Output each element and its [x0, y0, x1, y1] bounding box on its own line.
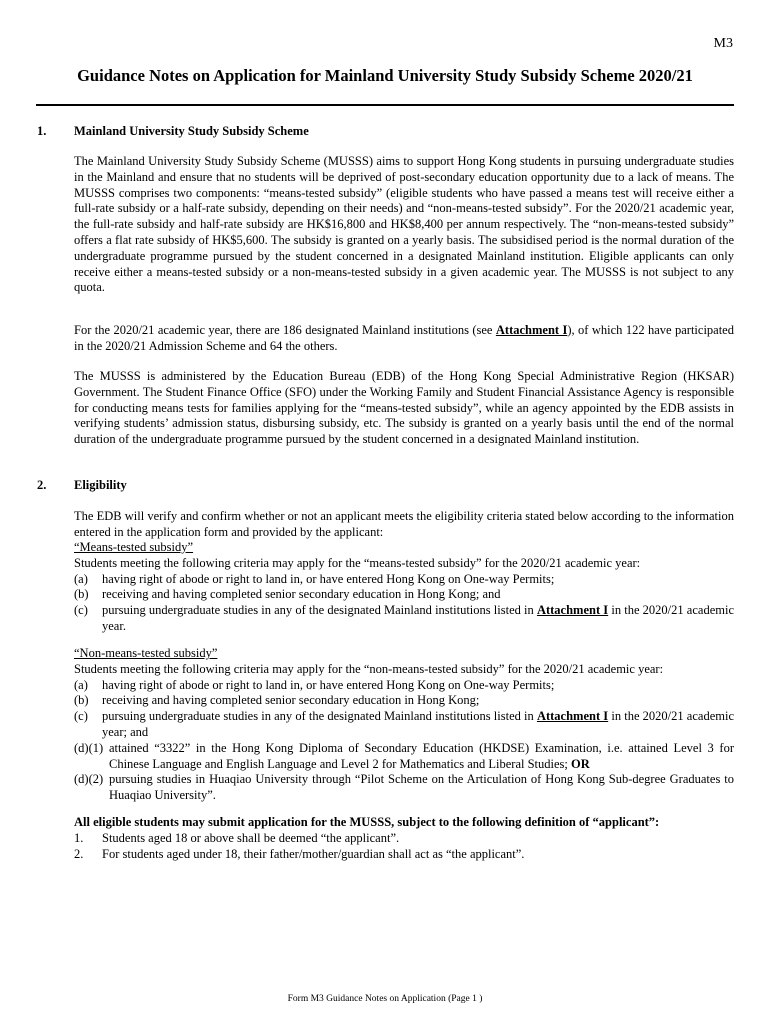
section-1-number: 1. — [37, 124, 47, 138]
title-divider — [36, 104, 734, 106]
attachment-i-link[interactable]: Attachment I — [495, 323, 568, 337]
item-text: pursuing studies in Huaqiao University through “Pilot Scheme on the Articulation of Hong Kong Sub-degree Graduates to Huaqiao University”. — [109, 772, 734, 803]
means-tested-block — [74, 540, 734, 635]
item-text — [102, 709, 734, 741]
list-item — [74, 572, 734, 588]
list-item — [74, 709, 734, 741]
item-label: 1. — [74, 830, 84, 845]
section-2-heading: Eligibility — [74, 478, 127, 492]
attachment-i-link[interactable]: Attachment I — [536, 709, 609, 724]
non-means-tested-lead: Students meeting the following criteria may apply for the “non-means-tested subsidy” for the 2020/21 academic year: — [74, 661, 664, 676]
page-footer: Form M3 Guidance Notes on Application (Page 1 ) — [287, 994, 483, 1004]
eligibility-intro: The EDB will verify and confirm whether or not an applicant meets the eligibility criteria stated below according to the information entered in the application form and provided by the applicant: — [74, 509, 734, 539]
section-1-paragraph-3: The MUSSS is administered by the Education Bureau (EDB) of the Hong Kong Special Administrative Region (HKSAR) Government. The Student Finance Office (SFO) under the Working Family and Student Financial Assistance Agency is responsible for conducting means tests for families applying for the “means-tested subsidy”, while an agency appointed by the EDB assists in verifying students’ admission status, disbursing subsidy, etc. The subsidy is granted on a yearly basis until the end of the normal duration of the undergraduate programme pursued by the student concerned in a designated Mainland institution. — [74, 369, 734, 447]
non-means-tested-block — [74, 646, 734, 804]
item-label: (c) — [74, 709, 88, 724]
item-text: receiving and having completed senior secondary education in Hong Kong; and — [102, 587, 501, 602]
item-label: (d)(2) — [74, 772, 104, 787]
item-text: Students aged 18 or above shall be deemed “the applicant”. — [102, 830, 400, 845]
item-text-before: pursuing undergraduate studies in any of the designated Mainland institutions listed in — [102, 709, 537, 724]
item-label: (b) — [74, 587, 89, 602]
section-1-paragraph-2 — [74, 323, 734, 355]
item-label: (a) — [74, 677, 88, 692]
item-text — [109, 741, 734, 773]
or-keyword: OR — [571, 756, 590, 771]
item-label: (d)(1) — [74, 740, 104, 755]
item-text: having right of abode or right to land in, or have entered Hong Kong on One-way Permits; — [102, 571, 555, 586]
section-1-heading: Mainland University Study Subsidy Scheme — [74, 124, 309, 138]
means-tested-heading: “Means-tested subsidy” — [74, 540, 194, 554]
item-label: (a) — [74, 571, 88, 586]
list-item — [74, 831, 734, 847]
page-title: Guidance Notes on Application for Mainland University Study Subsidy Scheme 2020/21 — [77, 66, 693, 85]
section-1-paragraph-1: The Mainland University Study Subsidy Scheme (MUSSS) aims to support Hong Kong students in pursuing undergraduate studies in the Mainland and ensure that no students will be deprived of post-secondary education opportunity due to a lack of means. The MUSSS comprises two components: “means-tested subsidy” (eligible students who have passed a means test will receive either a full-rate subsidy or a half-rate subsidy, depending on their needs) and “non-means-tested subsidy”. For the 2020/21 academic year, the full-rate subsidy and half-rate subsidy are HK$16,800 and HK$8,400 per annum respectively. The “non-means-tested subsidy” offers a flat rate subsidy of HK$5,600. The subsidy is granted on a yearly basis. The subsidised period is the normal duration of the undergraduate programme pursued by the student concerned in a designated Mainland institution. Eligible applicants can only receive either a means-tested subsidy or a non-means-tested subsidy in a given academic year. The MUSSS is not subject to any quota. — [74, 154, 734, 295]
item-text: For students aged under 18, their father/mother/guardian shall act as “the applicant”. — [102, 846, 525, 861]
item-text: having right of abode or right to land in, or have entered Hong Kong on One-way Permits; — [102, 677, 555, 692]
item-text-after: in the 2020/21 academic year. — [102, 603, 734, 633]
para2-text-before: For the 2020/21 academic year, there are 186 designated Mainland institutions (see — [74, 323, 496, 337]
para2-text-after: ), of which 122 have participated in the 2020/21 Admission Scheme and 64 the others. — [74, 323, 734, 353]
list-item — [74, 741, 734, 773]
form-code: M3 — [713, 36, 733, 51]
item-label: 2. — [74, 846, 84, 861]
item-label: (c) — [74, 603, 88, 618]
applicant-heading: All eligible students may submit application for the MUSSS, subject to the following definition of “applicant”: — [74, 815, 660, 829]
list-item — [74, 693, 734, 709]
means-tested-lead: Students meeting the following criteria may apply for the “means-tested subsidy” for the 2020/21 academic year: — [74, 555, 641, 570]
list-item — [74, 772, 734, 804]
attachment-i-link[interactable]: Attachment I — [536, 603, 609, 618]
non-means-tested-heading: “Non-means-tested subsidy” — [74, 646, 218, 660]
applicant-definition-block — [74, 815, 734, 862]
list-item — [74, 587, 734, 603]
section-2-number: 2. — [37, 478, 47, 492]
item-text-before: pursuing undergraduate studies in any of the designated Mainland institutions listed in — [102, 603, 537, 618]
item-text-main: attained “3322” in the Hong Kong Diploma of Secondary Education (HKDSE) Examination, i.e. attained Level 3 for Chinese Language and English Language and Level 2 for Mathematics and Liberal Studies; — [109, 740, 734, 771]
item-text-after: in the 2020/21 academic year; and — [102, 709, 734, 739]
item-text — [102, 603, 734, 635]
list-item — [74, 847, 734, 863]
item-label: (b) — [74, 693, 89, 708]
item-text: receiving and having completed senior secondary education in Hong Kong; — [102, 693, 480, 708]
list-item — [74, 678, 734, 694]
list-item — [74, 603, 734, 635]
